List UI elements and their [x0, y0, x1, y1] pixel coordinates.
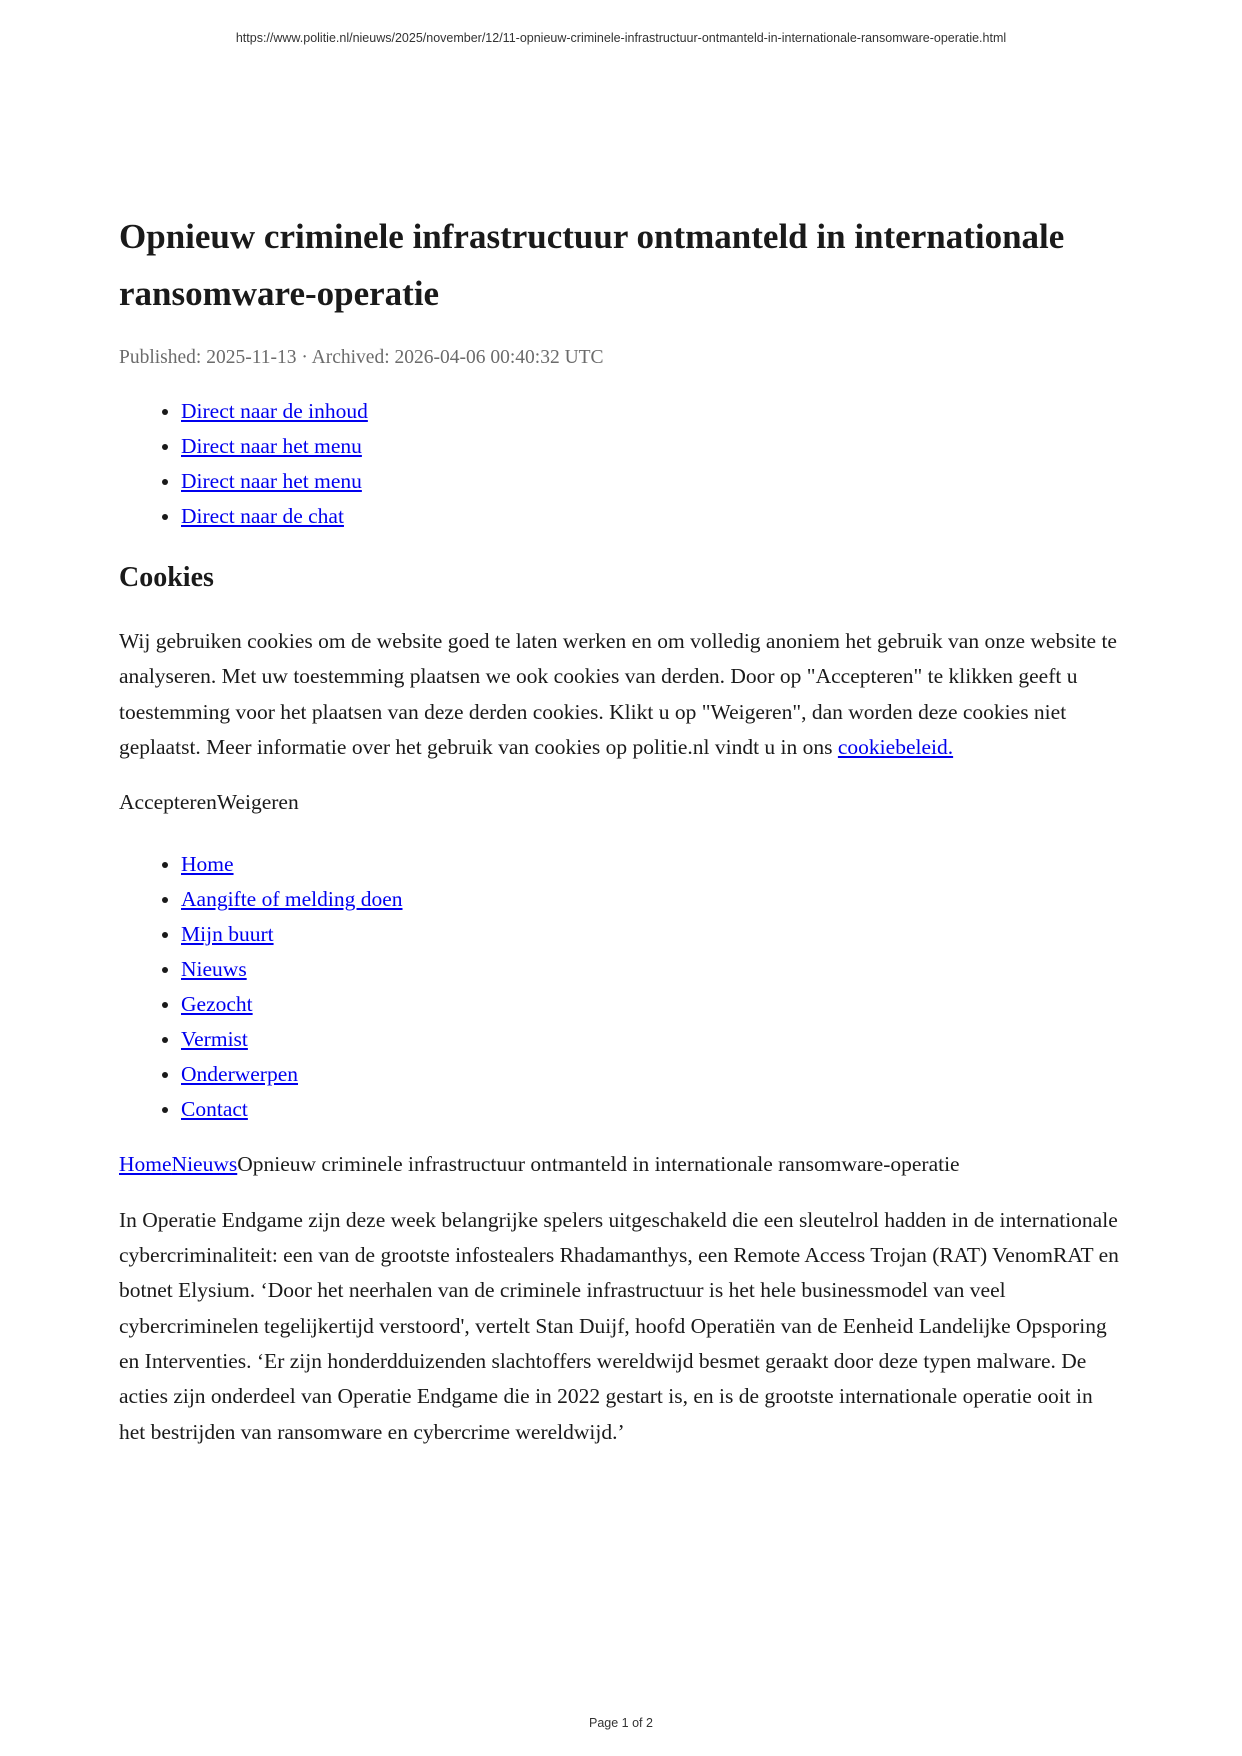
skip-link-chat[interactable]: Direct naar de chat — [181, 504, 344, 528]
nav-item — [181, 882, 1124, 917]
skip-link-item — [181, 464, 1124, 499]
accept-cookies-button[interactable]: Accepteren — [119, 790, 217, 815]
nav-item-nieuws[interactable]: Nieuws — [181, 957, 247, 982]
cookie-notice-text: Wij gebruiken cookies om de website goed te laten werken en om volledig anoniem het gebruik van onze website te analyseren. Met uw toestemming plaatsen we ook cookies van derden. Door op "Accepteren" te klikken geeft u toestemming voor het plaatsen van deze derden cookies. Klikt u op "Weigeren", dan worden deze cookies niet geplaatst. Meer informatie over het gebruik van cookies op politie.nl vindt u in ons — [119, 629, 1117, 759]
article-body: In Operatie Endgame zijn deze week belangrijke spelers uitgeschakeld die een sleutelrol hadden in de internationale cybercriminaliteit: een van de grootste infostealers Rhadamanthys, een Remote Access Trojan (RAT) VenomRAT en botnet Elysium. ‘Door het neerhalen van de criminele infrastructuur is het hele businessmodel van veel cybercriminelen tegelijkertijd verstoord', vertelt Stan Duijf, hoofd Operatiën van de Eenheid Landelijke Opsporing en Interventies. ‘Er zijn honderdduizenden slachtoffers wereldwijd besmet geraakt door deze typen malware. De acties zijn onderdeel van Operatie Endgame die in 2022 gestart is, en is de grootste internationale operatie ooit in het bestrijden van ransomware en cybercrime wereldwijd.’ — [119, 1207, 1119, 1444]
breadcrumb-current: Opnieuw criminele infrastructuur ontmanteld in internationale ransomware-operatie — [237, 1152, 960, 1177]
skip-link-item — [181, 394, 1124, 429]
nav-item-vermist[interactable]: Vermist — [181, 1027, 248, 1052]
cookie-notice — [119, 624, 1124, 765]
skip-link-item — [181, 499, 1124, 534]
nav-item — [181, 1092, 1124, 1127]
cookie-policy-link[interactable]: cookiebeleid. — [837, 734, 954, 759]
nav-item-contact[interactable]: Contact — [181, 1097, 248, 1122]
skip-link-menu[interactable]: Direct naar het menu — [181, 434, 362, 458]
breadcrumb-nieuws-link[interactable]: Nieuws — [171, 1152, 238, 1177]
nav-item — [181, 847, 1124, 882]
page-content — [119, 208, 1124, 1450]
nav-item-mijn-buurt[interactable]: Mijn buurt — [181, 922, 274, 947]
skip-link-item — [181, 429, 1124, 464]
nav-item-onderwerpen[interactable]: Onderwerpen — [181, 1062, 299, 1087]
cookie-buttons — [119, 785, 1124, 820]
nav-item — [181, 952, 1124, 987]
nav-item — [181, 1022, 1124, 1057]
skip-link-menu-secondary[interactable]: Direct naar het menu — [181, 469, 362, 493]
nav-item — [181, 987, 1124, 1022]
reject-cookies-button[interactable]: Weigeren — [216, 790, 299, 815]
skip-links-list — [119, 394, 1124, 534]
page-number: Page 1 of 2 — [589, 1716, 653, 1730]
nav-item-gezocht[interactable]: Gezocht — [181, 992, 253, 1017]
breadcrumb — [119, 1147, 1124, 1182]
cookies-heading: Cookies — [119, 562, 214, 593]
nav-item-home[interactable]: Home — [181, 852, 234, 877]
article-meta: Published: 2025-11-13 · Archived: 2026-04-06 00:40:32 UTC — [119, 347, 604, 368]
skip-link-content[interactable]: Direct naar de inhoud — [181, 399, 368, 423]
breadcrumb-home-link[interactable]: Home — [119, 1152, 172, 1177]
main-nav-list — [119, 847, 1124, 1127]
nav-item — [181, 1057, 1124, 1092]
print-header-url: https://www.politie.nl/nieuws/2025/november/12/11-opnieuw-criminele-infrastructuur-ontmanteld-in-internationale-ransomware-operatie.html — [235, 31, 1007, 45]
nav-item-aangifte[interactable]: Aangifte of melding doen — [181, 887, 403, 912]
nav-item — [181, 917, 1124, 952]
page-title: Opnieuw criminele infrastructuur ontmanteld in internationale ransomware-operatie — [119, 217, 1065, 313]
